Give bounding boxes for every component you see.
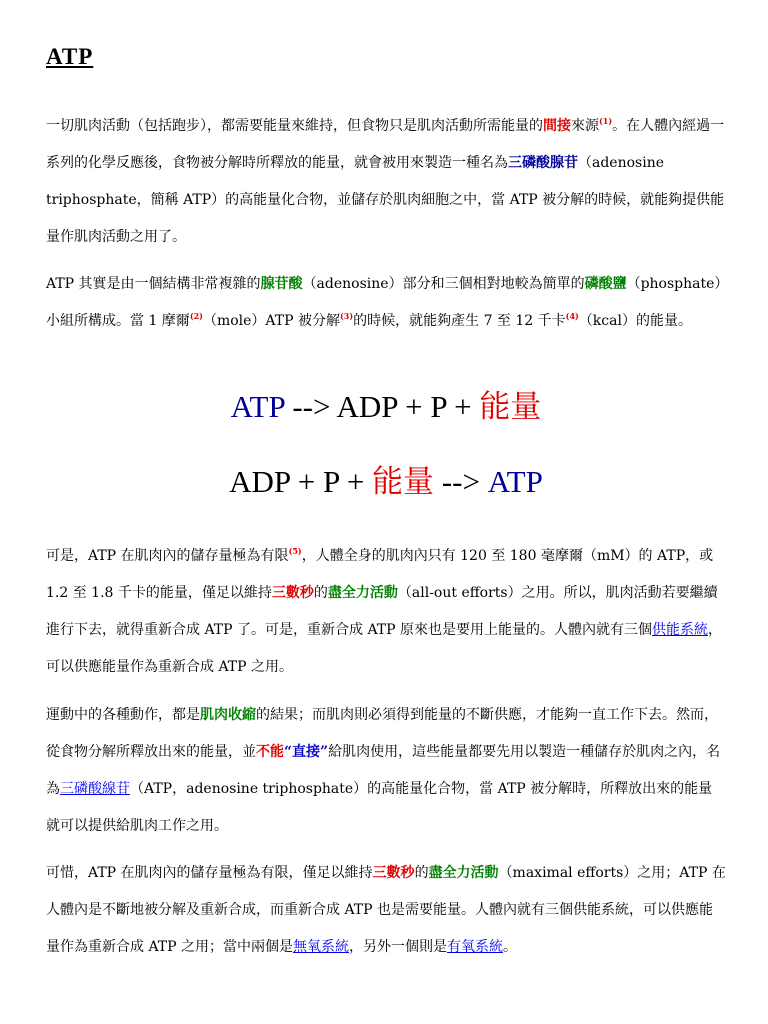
text: ATP 其實是由一個結構非常複雜的	[46, 276, 261, 292]
keyword-indirect: 間接	[543, 118, 571, 134]
text: （kcal）的能量。	[578, 313, 692, 329]
eq-term: ADP + P +	[229, 464, 373, 499]
text: 的	[414, 865, 429, 881]
link-aerobic-system[interactable]: 有氧系統	[447, 939, 504, 955]
footnote-ref-3[interactable]: (3)	[339, 311, 354, 321]
text: 的結果；而肌肉則必須得到能量的不斷供應，才能夠一直工作下去。然而，從食物分解所釋放出來的能量，並	[46, 707, 718, 760]
paragraph-limited-storage	[46, 855, 726, 966]
text: 。在人體內經過一系列的化學反應後，食物被分解時所釋放的能量，就會被用來製造一種名為	[46, 118, 725, 171]
text: （all-out efforts）之用。所以，肌肉活動若要繼續進行下去，就得重新合成 ATP 了。可是，重新合成 ATP 原來也是要用上能量的。人體內就有三個	[46, 585, 718, 638]
text: ，另外一個則是	[349, 939, 448, 955]
text: （maximal efforts）之用；ATP 在人體內是不斷地被分解及重新合成，而重新合成 ATP 也是需要能量。人體內就有三個供能系統，可以供應能量作為重新合成 ATP 之用；當中兩個是	[46, 865, 726, 955]
text: 運動中的各種動作，都是	[46, 707, 200, 723]
keyword-cannot: 不能	[256, 744, 284, 760]
text: 一切肌肉活動（包括跑步），都需要能量來維持，但食物只是肌肉活動所需能量的	[46, 118, 543, 134]
link-anaerobic-system[interactable]: 無氧系統	[293, 939, 350, 955]
keyword-seconds: 三數秒	[271, 585, 314, 601]
text: 的	[313, 585, 328, 601]
text: （adenosine triphosphate，簡稱 ATP）的高能量化合物，並儲存於肌肉細胞之中，當 ATP 被分解的時候，就能夠提供能量作肌肉活動之用了。	[46, 155, 725, 245]
equation-atp-breakdown	[46, 387, 726, 427]
eq-term-energy: 能量	[372, 464, 435, 499]
footnote-ref-5[interactable]: (5)	[288, 546, 302, 556]
footnote-ref-4[interactable]: (4)	[565, 311, 579, 321]
text: 可是，ATP 在肌肉內的儲存量極為有限	[46, 548, 289, 564]
keyword-muscle-contraction: 肌肉收縮	[200, 707, 256, 723]
eq-term: -->	[434, 464, 488, 499]
paragraph-intro	[46, 108, 726, 256]
footnote-ref-1[interactable]: (1)	[599, 116, 613, 126]
text: （mole）ATP 被分解	[202, 313, 340, 329]
paragraph-storage	[46, 538, 726, 686]
keyword-atp-chinese: 三磷酸腺苷	[508, 155, 578, 171]
text: （adenosine）部分和三個相對地較為簡單的	[302, 276, 585, 292]
keyword-all-out: 盡全力活動	[327, 585, 398, 601]
eq-term: --> ADP + P +	[284, 389, 480, 424]
keyword-seconds: 三數秒	[372, 865, 415, 881]
text: （ATP，adenosine triphosphate）的高能量化合物，當 ATP 被分解時，所釋放出來的能量就可以提供給肌肉工作之用。	[46, 781, 713, 834]
eq-term-atp: ATP	[230, 389, 285, 424]
text: 給肌肉使用，這些能量都要先用以製造一種儲存於肌肉之內，名為	[46, 744, 721, 797]
text: 的時候，就能夠產生 7 至 12 千卡	[353, 313, 566, 329]
page-title: ATP	[46, 44, 94, 69]
keyword-directly: “直接”	[284, 744, 329, 760]
keyword-adenosine: 腺苷酸	[260, 276, 303, 292]
link-energy-systems[interactable]: 供能系統	[652, 622, 709, 638]
text: 可惜，ATP 在肌肉內的儲存量極為有限，僅足以維持	[46, 865, 373, 881]
paragraph-structure	[46, 266, 726, 340]
keyword-phosphate: 磷酸鹽	[584, 276, 627, 292]
link-atp[interactable]: 三磷酸線苷	[60, 781, 130, 797]
footnote-ref-2[interactable]: (2)	[189, 311, 203, 321]
text: ，可以供應能量作為重新合成 ATP 之用。	[46, 622, 723, 675]
eq-term-atp: ATP	[487, 464, 543, 499]
text: 。	[503, 939, 518, 955]
equation-atp-synthesis	[46, 462, 726, 502]
eq-term-energy: 能量	[479, 389, 542, 424]
text: ，人體全身的肌肉內只有 120 至 180 毫摩爾（mM）的 ATP，或 1.2 至 1.8 千卡的能量，僅足以維持	[46, 548, 714, 601]
text: （phosphate）小組所構成。當 1 摩爾	[46, 276, 722, 329]
keyword-maximal: 盡全力活動	[428, 865, 499, 881]
text: 來源	[571, 118, 599, 134]
paragraph-muscle-contraction	[46, 697, 726, 845]
